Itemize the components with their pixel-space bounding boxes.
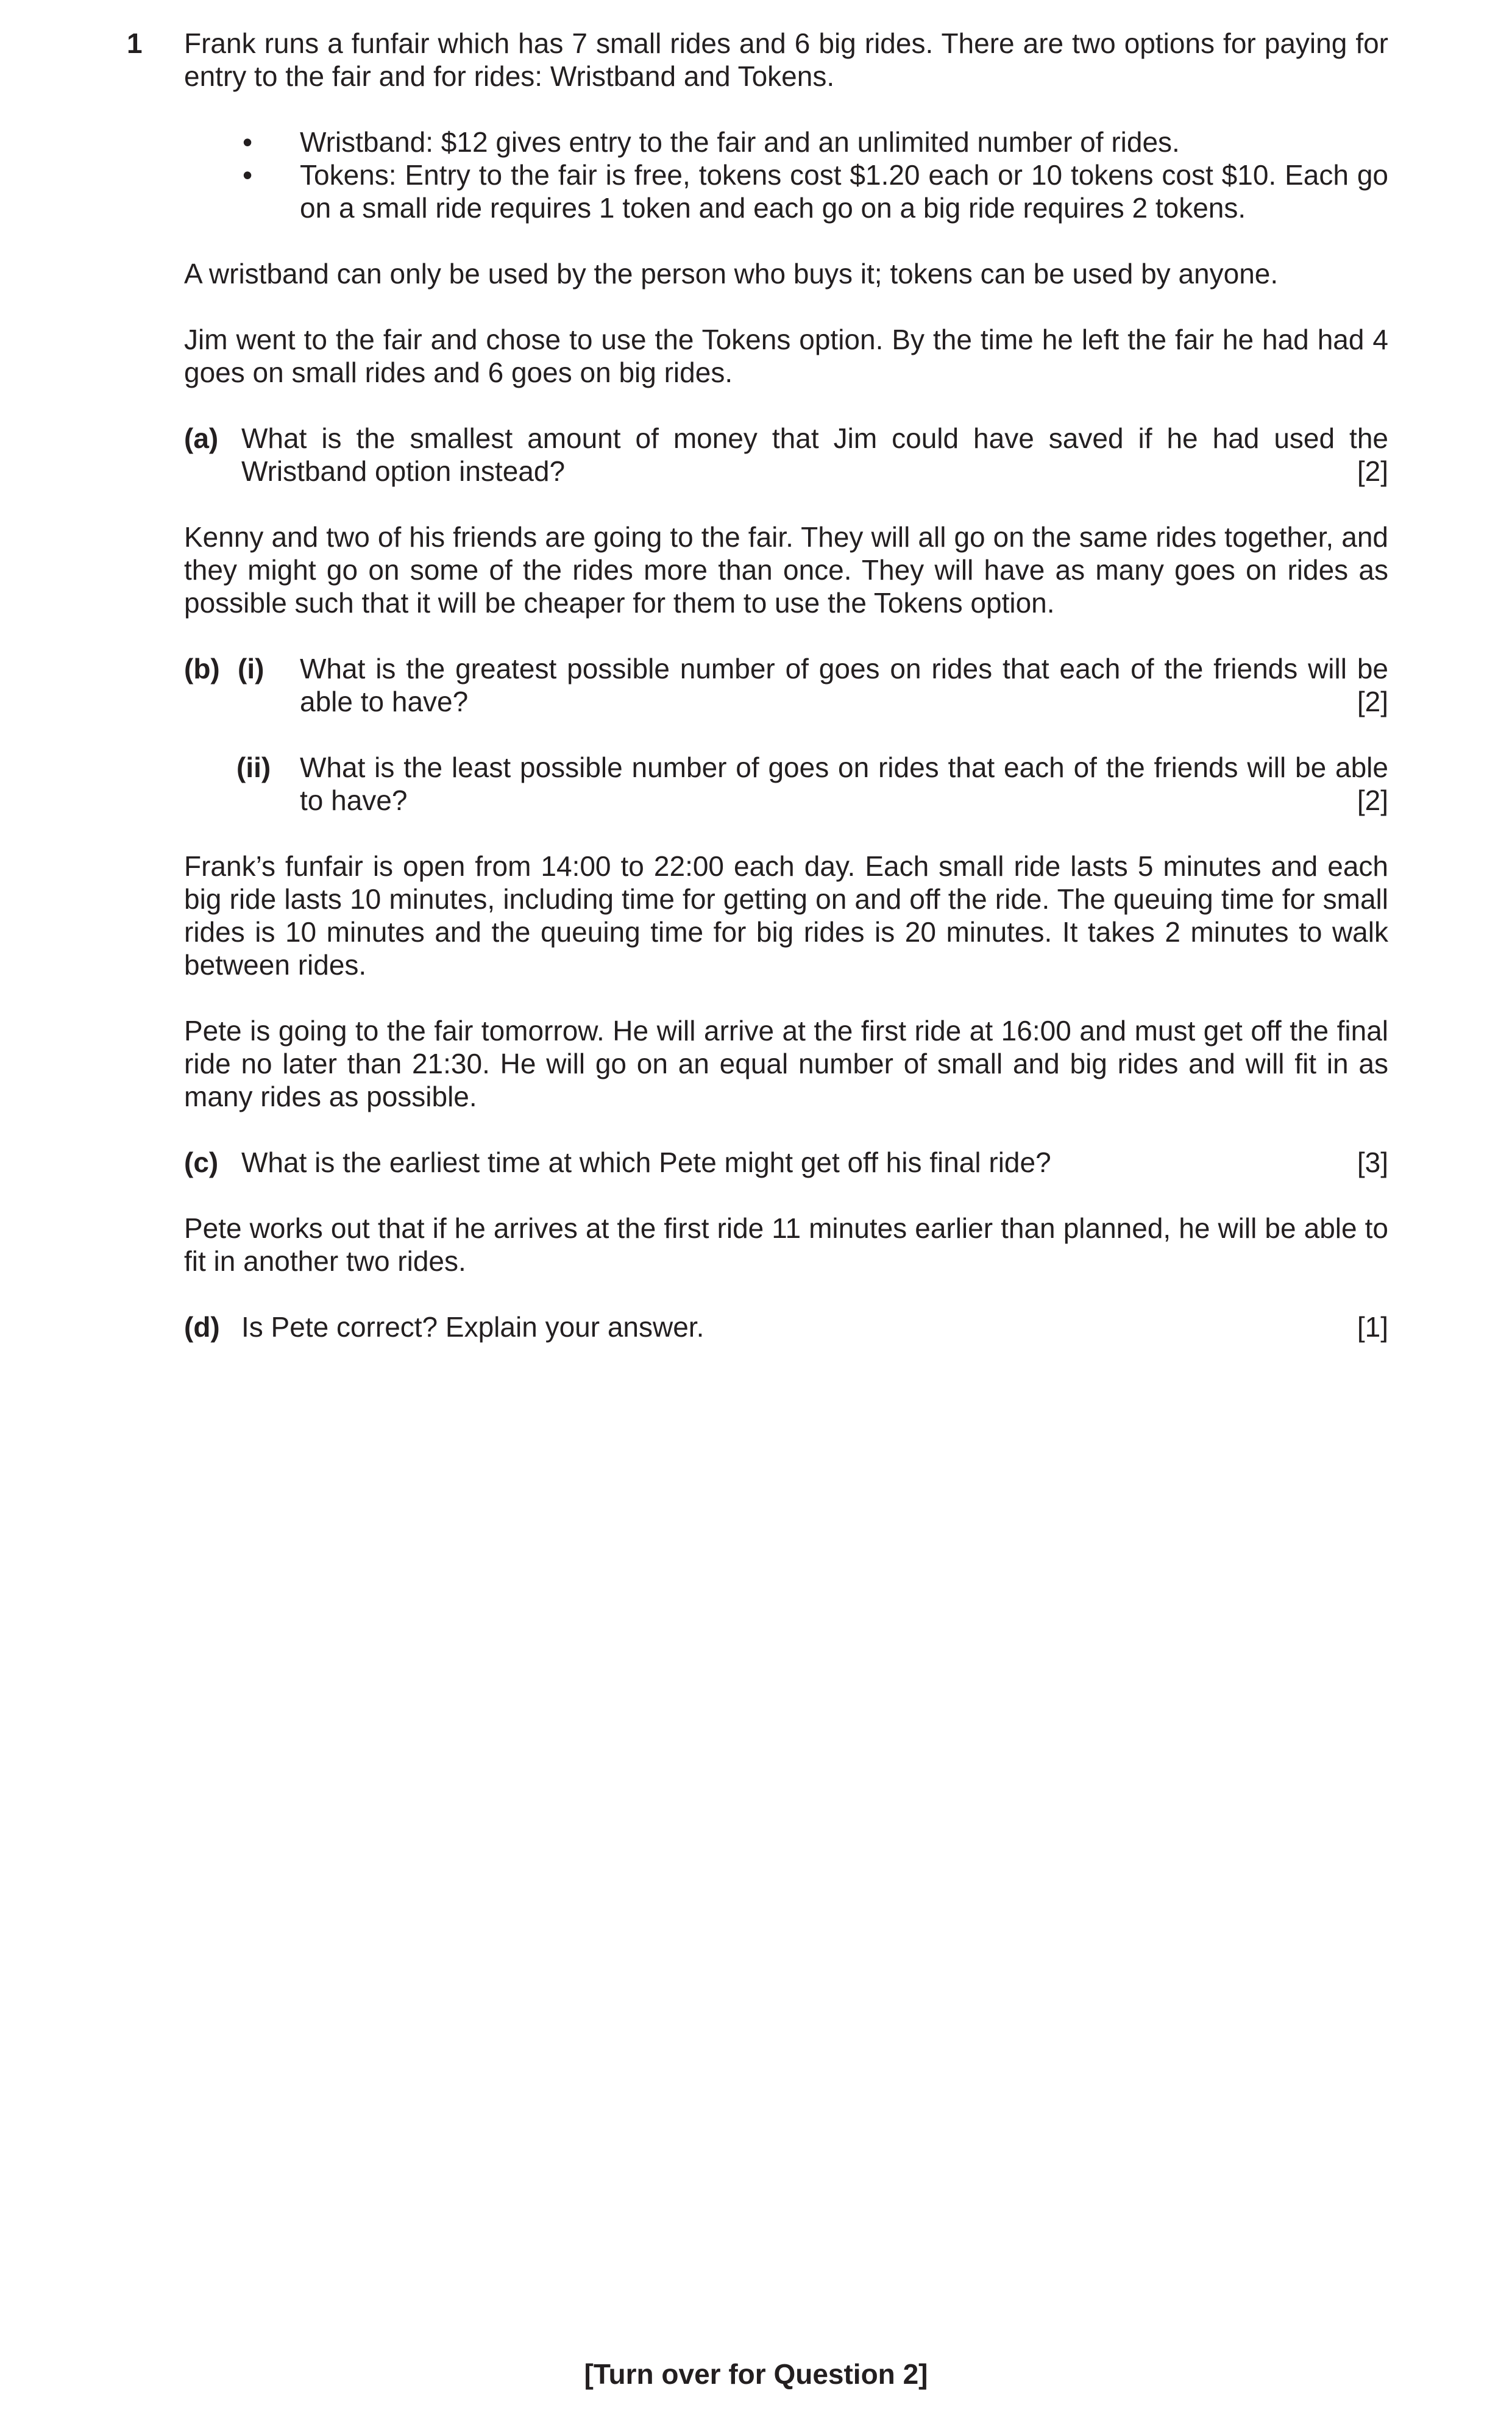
bullet-icon: •	[243, 159, 253, 191]
jim-paragraph: Jim went to the fair and chose to use the Tokens option. By the time he left the fair he had had 4 goes on small rides and 6 goes on big rides.	[184, 324, 1388, 388]
part-text: What is the earliest time at which Pete might get off his final ride?	[241, 1147, 1051, 1178]
bullet-text: Tokens: Entry to the fair is free, tokens cost $1.20 each or 10 tokens cost $10. Each go on a small ride requires 1 token and each go on a big ride requires 2 tokens.	[300, 159, 1388, 224]
question-number: 1	[127, 27, 143, 59]
question-intro: Frank runs a funfair which has 7 small rides and 6 big rides. There are two options for paying for entry to the fair and for rides: Wristband and Tokens.	[184, 27, 1388, 92]
part-label: (a)	[184, 422, 219, 454]
bullet-text: Wristband: $12 gives entry to the fair and an unlimited number of rides.	[300, 126, 1180, 158]
payment-options-list	[184, 126, 1388, 224]
part-text: What is the greatest possible number of goes on rides that each of the friends will be able to have?	[300, 653, 1388, 717]
marks-label: [2]	[1357, 686, 1388, 717]
question-body	[184, 27, 1388, 1376]
part-text: Is Pete correct? Explain your answer.	[241, 1311, 705, 1343]
marks-label: [2]	[1357, 784, 1388, 816]
part-d	[184, 1310, 1388, 1343]
part-text: What is the least possible number of goes on rides that each of the friends will be able to have?	[300, 752, 1388, 816]
part-c	[184, 1146, 1388, 1179]
part-b-i	[184, 652, 1388, 718]
part-label: (b)	[184, 653, 220, 684]
wristband-note: A wristband can only be used by the person who buys it; tokens can be used by anyone.	[184, 258, 1279, 290]
turn-over-footer: [Turn over for Question 2]	[584, 2358, 928, 2390]
list-item-wristband	[184, 126, 1388, 158]
part-b-ii	[184, 751, 1388, 817]
subpart-label: (i)	[238, 653, 264, 684]
opening-hours-paragraph: Frank’s funfair is open from 14:00 to 22:00 each day. Each small ride lasts 5 minutes and each big ride lasts 10 minutes, including time for getting on and off the ride. The queuing time for small rides is 10 minutes and the queuing time for big rides is 20 minutes. It takes 2 minutes to walk between rides.	[184, 850, 1388, 981]
marks-label: [1]	[1357, 1311, 1388, 1343]
part-text: What is the smallest amount of money that Jim could have saved if he had used the Wristband option instead?	[241, 422, 1388, 487]
marks-label: [2]	[1357, 455, 1388, 487]
part-label: (c)	[184, 1147, 219, 1178]
bullet-icon: •	[243, 126, 253, 158]
pete-paragraph: Pete is going to the fair tomorrow. He will arrive at the first ride at 16:00 and must get off the final ride no later than 21:30. He will go on an equal number of small and big rides and will fit in as many rides as possible.	[184, 1015, 1388, 1112]
subpart-label: (ii)	[236, 752, 271, 783]
pete-earlier-paragraph: Pete works out that if he arrives at the first ride 11 minutes earlier than planned, he will be able to fit in another two rides.	[184, 1212, 1388, 1277]
marks-label: [3]	[1357, 1147, 1388, 1178]
list-item-tokens	[184, 158, 1388, 224]
part-label: (d)	[184, 1311, 220, 1343]
part-a	[184, 422, 1388, 488]
kenny-paragraph: Kenny and two of his friends are going to the fair. They will all go on the same rides together, and they might go on some of the rides more than once. They will have as many goes on rides as possible such that it will be cheaper for them to use the Tokens option.	[184, 521, 1388, 619]
